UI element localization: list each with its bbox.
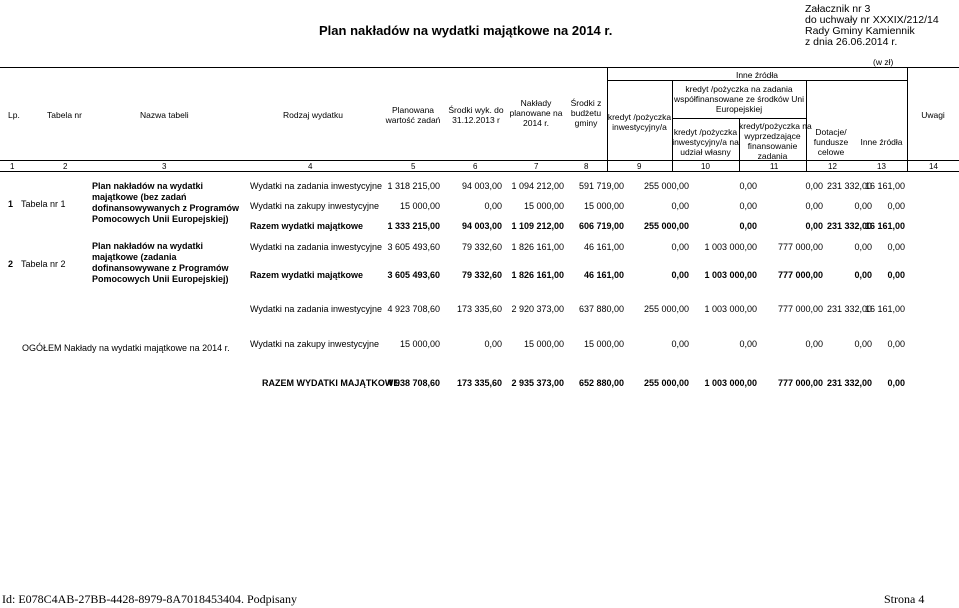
value-cell: 777 000,00 [777,270,823,280]
total-label: OGÓŁEM Nakłady na wydatki majątkowe na 2014 r. [22,343,230,353]
value-cell: 255 000,00 [643,378,689,388]
attachment-line-4: z dnia 26.06.2014 r. [805,36,898,48]
value-cell: 2 935 373,00 [511,378,564,388]
value-cell: 4 923 708,60 [387,304,440,314]
header-srodki-budzetu-line-3: gminy [574,118,598,128]
row-label: Wydatki na zadania inwestycyjne [250,242,382,252]
value-cell: 777 000,00 [777,378,823,388]
value-cell: 0,00 [739,201,757,211]
row-label: Razem wydatki majątkowe [250,270,364,280]
value-cell: 0,00 [887,270,905,280]
value-cell: 0,00 [805,221,823,231]
value-cell: 16 161,00 [864,304,905,314]
value-cell: 0,00 [671,201,689,211]
page-title: Plan nakładów na wydatki majątkowe na 2014 r. [319,23,613,38]
value-cell: 777 000,00 [777,304,823,314]
header-kredyt-wyprzedzajacy-line-3: finansowanie [747,141,798,151]
header-srodki-budzetu-line-2: budżetu [570,108,602,118]
value-cell: 46 161,00 [583,270,624,280]
column-number-1: 1 [10,162,15,171]
header-dotacje-line-2: fundusze [813,137,849,147]
column-number-13: 13 [877,162,886,171]
header-naklady-line-3: 2014 r. [523,118,549,128]
value-cell: 15 000,00 [523,339,564,349]
footer-page: Strona 4 [884,592,925,606]
header-inne-zrodla: Inne źródła [860,137,903,147]
column-number-7: 7 [534,162,539,171]
value-cell: 0,00 [854,201,872,211]
header-kredyt-ue-line-1: kredyt /pożyczka na zadania [685,84,793,94]
header-tabela-nr: Tabela nr [47,110,82,120]
header-planowana [383,105,443,125]
value-cell: 0,00 [805,201,823,211]
value-cell: 46 161,00 [583,242,624,252]
column-numbers-bottom-line [0,171,959,172]
value-cell: 173 335,60 [456,378,502,388]
value-cell: 231 332,00 [826,304,872,314]
value-cell: 1 003 000,00 [704,270,757,280]
header-kredyt-wlasny-line-1: kredyt /pożyczka [673,127,738,137]
header-kredyt-wyprzedzajacy-line-1: kredyt/pożyczka na [739,121,812,131]
value-cell: 0,00 [854,242,872,252]
header-nazwa: Nazwa tabeli [140,110,189,120]
row-label: Wydatki na zadania inwestycyjne [250,304,382,314]
value-cell: 0,00 [854,270,872,280]
value-cell: 0,00 [887,242,905,252]
value-cell: 591 719,00 [578,181,624,191]
value-cell: 1 094 212,00 [511,181,564,191]
row-label: Razem wydatki majątkowe [250,221,364,231]
value-cell: 3 605 493,60 [387,270,440,280]
header-kredyt-wyprzedzajacy [739,121,812,161]
attachment-line-2: do uchwały nr XXXIX/212/14 [805,14,939,26]
value-cell: 3 605 493,60 [387,242,440,252]
header-kredyt-inwestycyjny-line-2: inwestycyjny/a [612,122,667,132]
column-number-14: 14 [929,162,938,171]
header-srodki-budzetu-line-1: Środki z [570,98,602,108]
group-2-name: Plan nakładów na wydatki majątkowe (zadania dofinansowywane z Programów Pomocowych Unii Europejskiej) [92,241,229,284]
row-label: Wydatki na zakupy inwestycyjne [250,201,379,211]
header-srodki-wyk-line-2: 31.12.2013 r [452,115,500,125]
header-kredyt-inwestycyjny [607,112,672,132]
value-cell: 15 000,00 [583,339,624,349]
value-cell: 15 000,00 [523,201,564,211]
value-cell: 0,00 [484,339,502,349]
value-cell: 1 333 215,00 [387,221,440,231]
row-label: RAZEM WYDATKI MAJĄTKOWE [262,378,400,388]
value-cell: 94 003,00 [461,181,502,191]
value-cell: 637 880,00 [578,304,624,314]
header-kredyt-ue-line-2: współfinansowane ze środków Uni [674,94,804,104]
header-lp: Lp. [8,110,20,120]
column-number-12: 12 [828,162,837,171]
value-cell: 606 719,00 [578,221,624,231]
value-cell: 2 920 373,00 [511,304,564,314]
header-kredyt-wyprzedzajacy-line-4: zadania [757,151,788,161]
header-kredyt-wlasny-line-3: udział własny [680,147,731,157]
value-cell: 0,00 [887,378,905,388]
value-cell: 15 000,00 [399,339,440,349]
value-cell: 231 332,00 [826,378,872,388]
header-kredyt-wlasny-line-2: inwestycyjny/a na [672,137,739,147]
column-number-11: 11 [770,162,779,171]
value-cell: 1 003 000,00 [704,304,757,314]
value-cell: 0,00 [805,181,823,191]
value-cell: 0,00 [739,181,757,191]
column-number-10: 10 [701,162,710,171]
value-cell: 0,00 [887,201,905,211]
value-cell: 777 000,00 [777,242,823,252]
inne-zrodla-line [607,80,907,81]
value-cell: 0,00 [671,242,689,252]
group-1-tabela: Tabela nr 1 [21,199,66,209]
group-2-tabela: Tabela nr 2 [21,259,66,269]
header-planowana-line-2: wartość zadań [385,115,441,125]
value-cell: 94 003,00 [461,221,502,231]
value-cell: 79 332,60 [461,242,502,252]
header-kredyt-inwestycyjny-line-1: kredyt /pożyczka [607,112,672,122]
value-cell: 0,00 [739,339,757,349]
value-cell: 0,00 [739,221,757,231]
value-cell: 0,00 [484,201,502,211]
row-label: Wydatki na zadania inwestycyjne [250,181,382,191]
header-naklady-line-2: planowane na [509,108,563,118]
value-cell: 16 161,00 [864,221,905,231]
value-cell: 1 003 000,00 [704,242,757,252]
header-top-line [0,67,959,68]
header-kredyt-ue-line-3: Europejskiej [715,104,763,114]
value-cell: 1 318 215,00 [387,181,440,191]
column-number-2: 2 [63,162,68,171]
header-kredyt-ue [672,84,806,114]
value-cell: 1 003 000,00 [704,378,757,388]
header-kredyt-wyprzedzajacy-line-2: wyprzedzające [744,131,801,141]
header-dotacje-line-1: Dotacje/ [815,127,847,137]
value-cell: 15 000,00 [399,201,440,211]
header-kredyt-wlasny [672,127,739,157]
value-cell: 231 332,00 [826,221,872,231]
value-cell: 1 109 212,00 [511,221,564,231]
attachment-line-3: Rady Gminy Kamiennik [805,25,915,37]
column-number-9: 9 [637,162,642,171]
column-number-6: 6 [473,162,478,171]
group-2-lp: 2 [8,259,14,269]
value-cell: 231 332,00 [826,181,872,191]
value-cell: 1 826 161,00 [511,242,564,252]
footer-id: Id: E078C4AB-27BB-4428-8979-8A7018453404. Podpisany [2,592,297,606]
header-srodki-wyk [443,105,509,125]
value-cell: 0,00 [854,339,872,349]
value-cell: 1 826 161,00 [511,270,564,280]
column-number-4: 4 [308,162,313,171]
value-cell: 0,00 [671,339,689,349]
value-cell: 4 938 708,60 [387,378,440,388]
value-cell: 652 880,00 [578,378,624,388]
column-numbers-top-line [0,160,959,161]
row-label: Wydatki na zakupy inwestycyjne [250,339,379,349]
header-dotacje-line-3: celowe [817,147,845,157]
header-planowana-line-1: Planowana [391,105,435,115]
header-dotacje [806,127,856,157]
header-naklady-line-1: Nakłady [520,98,552,108]
attachment-line-1: Załacznik nr 3 [805,3,871,15]
value-cell: 0,00 [671,270,689,280]
value-cell: 0,00 [887,339,905,349]
value-cell: 15 000,00 [583,201,624,211]
value-cell: 255 000,00 [643,304,689,314]
column-number-8: 8 [584,162,589,171]
header-inne-zrodla-top: Inne źródła [735,70,779,80]
group-1-lp: 1 [8,199,14,209]
value-cell: 173 335,60 [456,304,502,314]
header-uwagi: Uwagi [921,110,945,120]
value-cell: 255 000,00 [643,181,689,191]
column-number-3: 3 [162,162,167,171]
unit-label: (w zł) [873,57,894,67]
group-1-name: Plan nakładów na wydatki majątkowe (bez zadań dofinansowywanych z Programów Pomocowych Unii Europejskiej) [92,181,240,224]
value-cell: 255 000,00 [643,221,689,231]
value-cell: 79 332,60 [461,270,502,280]
value-cell: 0,00 [805,339,823,349]
header-rodzaj: Rodzaj wydatku [283,110,344,120]
column-number-5: 5 [411,162,416,171]
header-srodki-wyk-line-1: Środki wyk. do [448,105,504,115]
value-cell: 16 161,00 [864,181,905,191]
